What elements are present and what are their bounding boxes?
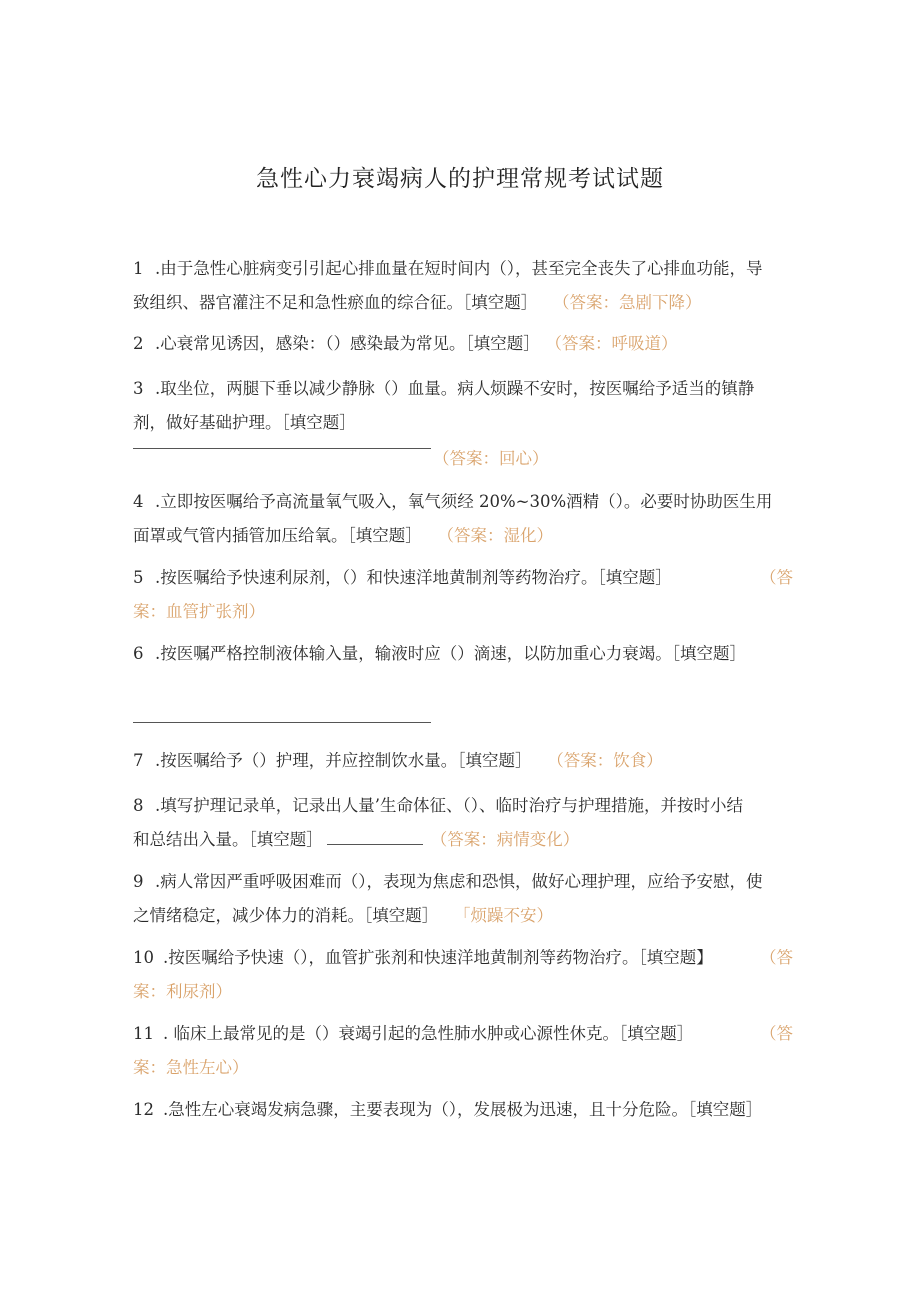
question-1-line-2 [133,286,793,320]
question-7-answer: （答案：饮食） [555,751,663,770]
question-5-answer-a: （答 [760,568,793,587]
question-4-text-b: 面罩或气管内插管加压给氧。［填空题］ [133,526,422,545]
question-3-answer-row [433,442,733,476]
question-1-line-1: 1 .由于急性心脏病变引引起心排血量在短时间内（），甚至完全丧失了心排血功能，导 [133,259,763,278]
question-1-text-a: .由于急性心脏病变引引起心排血量在短时间内（），甚至完全丧失了心排血功能，导 [155,259,763,278]
question-3-text-a: .取坐位，两腿下垂以减少静脉（）血量。病人烦躁不安时，按医嘱给予适当的镇静 [155,379,755,398]
question-2-text: .心衰常见诱因，感染：（）感染最为常见。［填空题］ [155,334,540,353]
question-9-text-a: .病人常因严重呼吸困难而（），表现为焦虑和恐惧，做好心理护理，应给予安慰，使 [155,872,763,891]
question-5: 5 .按医嘱给予快速利尿剂，（）和快速洋地黄制剂等药物治疗。［填空题］ （答 案：血管扩张剂） [133,561,793,629]
question-6-text: .按医嘱严格控制液体输入量，输液时应（）滴速，以防加重心力衰竭。［填空题］ [155,644,746,663]
question-1-text-b: 致组织、器官灌注不足和急性瘀血的综合征。［填空题］ [133,293,538,312]
question-11-answer-a: （答 [760,1024,793,1043]
question-4-text-a: .立即按医嘱给予高流量氧气吸入，氧气须经 20%~30%酒精（）。必要时协助医生用 [155,492,773,511]
question-2-answer: （答案：呼吸道） [553,334,678,353]
question-8: 8 .填写护理记录单，记录出人量’生命体征、（）、临时治疗与护理措施，并按时小结 和总结出入量。［填空题］ （答案：病情变化） [133,796,743,849]
page-title: 急性心力衰竭病人的护理常规考试试题 [256,166,664,192]
question-10: 10 .按医嘱给予快速（），血管扩张剂和快速洋地黄制剂等药物治疗。［填空题】 （答 案：利尿剂） [133,941,793,1009]
question-10-answer-a: （答 [760,948,793,967]
question-1 [133,252,793,320]
question-2: 2 .心衰常见诱因，感染：（）感染最为常见。［填空题］ （答案：呼吸道） [133,334,678,353]
question-7: 7 .按医嘱给予（）护理，并应控制饮水量。［填空题］ （答案：饮食） [133,751,663,770]
question-3: 3 .取坐位，两腿下垂以减少静脉（）血量。病人烦躁不安时，按医嘱给予适当的镇静 剂，做好基础护理。［填空题］ [133,379,755,432]
question-4-answer: （答案：湿化） [445,526,553,545]
question-6-answer-line [133,722,431,723]
question-5-answer-b: 案：血管扩张剂） [133,602,265,621]
question-8-blank [327,826,423,845]
question-8-answer: （答案：病情变化） [430,830,580,849]
question-8-text-a: .填写护理记录单，记录出人量’生命体征、（）、临时治疗与护理措施，并按时小结 [155,796,743,815]
question-9-answer: 「烦躁不安） [462,906,553,925]
question-11-answer-b: 案：急性左心） [133,1058,249,1077]
question-11-text: . 临床上最常见的是（）衰竭引起的急性肺水肿或心源性休克。［填空题］ [163,1024,694,1043]
question-5-text: .按医嘱给予快速利尿剂，（）和快速洋地黄制剂等药物治疗。［填空题］ [155,568,672,587]
question-12: 12 .急性左心衰竭发病急骤，主要表现为（），发展极为迅速，且十分危险。［填空题］ [133,1100,763,1119]
question-6: 6 .按医嘱严格控制液体输入量，输液时应（）滴速，以防加重心力衰竭。［填空题］ [133,644,746,663]
question-11: 11 . 临床上最常见的是（）衰竭引起的急性肺水肿或心源性休克。［填空题］ （答 案：急性左心） [133,1017,793,1085]
question-9: 9 .病人常因严重呼吸困难而（），表现为焦虑和恐惧，做好心理护理，应给予安慰，使 之情绪稳定，减少体力的消耗。［填空题］ 「烦躁不安） [133,872,763,925]
question-3-answer-line [133,448,431,449]
question-10-answer-b: 案：利尿剂） [133,982,232,1001]
question-9-text-b: 之情绪稳定，减少体力的消耗。［填空题］ [133,906,439,925]
question-8-text-b: 和总结出入量。［填空题］ [133,830,323,849]
question-12-text: .急性左心衰竭发病急骤，主要表现为（），发展极为迅速，且十分危险。［填空题］ [163,1100,763,1119]
question-3-text-b: 剂，做好基础护理。［填空题］ [133,413,356,432]
question-3-answer: （答案：回心） [433,449,549,468]
question-1-answer: （答案：急剧下降） [561,293,702,312]
question-10-text: .按医嘱给予快速（），血管扩张剂和快速洋地黄制剂等药物治疗。［填空题】 [163,948,713,967]
question-4: 4 .立即按医嘱给予高流量氧气吸入，氧气须经 20%~30%酒精（）。必要时协助医生用 面罩或气管内插管加压给氧。［填空题］ （答案：湿化） [133,492,773,545]
question-7-text: .按医嘱给予（）护理，并应控制饮水量。［填空题］ [155,751,532,770]
